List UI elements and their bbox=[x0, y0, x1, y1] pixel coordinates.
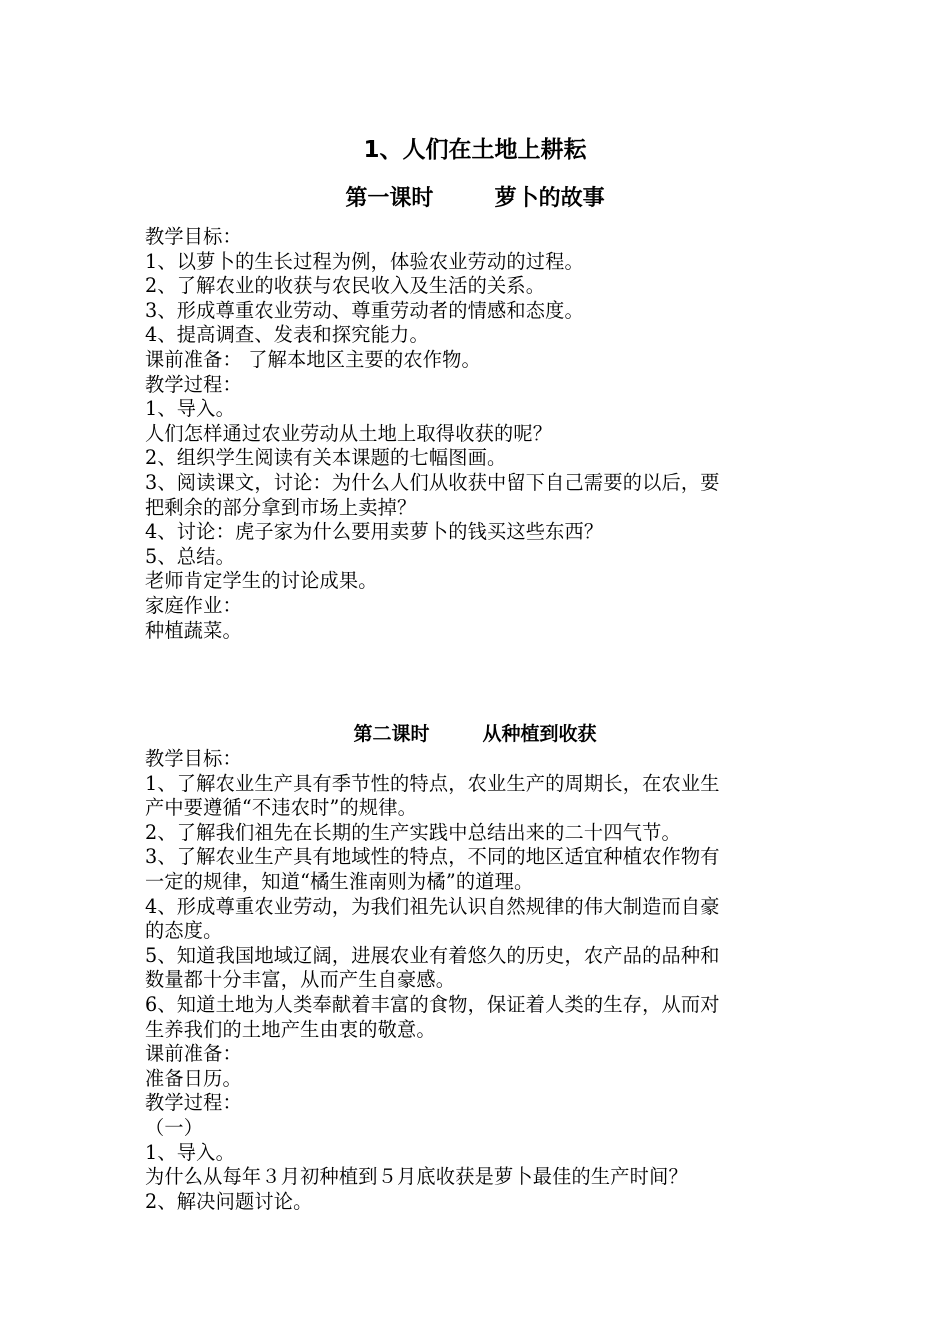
text-line: 把剩余的部分拿到市场上卖掉？ bbox=[145, 495, 417, 519]
text-line: （一） bbox=[145, 1115, 204, 1139]
text-line: 2、解决问题讨论。 bbox=[145, 1189, 313, 1213]
text-line: 为什么从每年３月初种植到５月底收获是萝卜最佳的生产时间？ bbox=[145, 1165, 688, 1189]
text-line: 2、了解农业的收获与农民收入及生活的关系。 bbox=[145, 274, 546, 298]
text-line: 3、形成尊重农业劳动、尊重劳动者的情感和态度。 bbox=[145, 298, 584, 322]
text-line: 4、形成尊重农业劳动，为我们祖先认识自然规律的伟大制造而自豪 bbox=[145, 894, 720, 918]
text-line: 课前准备： bbox=[145, 1042, 242, 1066]
text-line: 教学目标： bbox=[145, 747, 242, 770]
text-line: 的态度。 bbox=[145, 919, 223, 943]
text-line: 1、导入。 bbox=[145, 1140, 235, 1164]
document-title: 1、人们在土地上耕耘 bbox=[363, 137, 587, 163]
text-line: 家庭作业： bbox=[145, 593, 242, 617]
text-line: 5、总结。 bbox=[145, 544, 235, 568]
lesson-1-body bbox=[145, 225, 810, 643]
text-line: 人们怎样通过农业劳动从土地上取得收获的呢？ bbox=[145, 421, 553, 445]
text-line: 6、知道土地为人类奉献着丰富的食物，保证着人类的生存，从而对 bbox=[145, 992, 720, 1016]
text-line: 老师肯定学生的讨论成果。 bbox=[145, 569, 378, 593]
text-line: 准备日历。 bbox=[145, 1066, 242, 1090]
text-line: 课前准备： 了解本地区主要的农作物。 bbox=[145, 347, 481, 371]
lesson-2-body bbox=[145, 747, 810, 1214]
text-line: 5、知道我国地域辽阔，进展农业有着悠久的历史，农产品的品种和 bbox=[145, 943, 720, 967]
text-line: 产中要遵循“不违农时”的规律。 bbox=[145, 796, 418, 820]
text-line: 一定的规律，知道“橘生淮南则为橘”的道理。 bbox=[145, 869, 534, 893]
text-line: 4、提高调查、发表和探究能力。 bbox=[145, 323, 429, 347]
lesson-2-heading: 第二课时 从种植到收获 bbox=[353, 723, 597, 745]
text-line: 教学过程： bbox=[145, 372, 242, 396]
text-line: 4、讨论：虎子家为什么要用卖萝卜的钱买这些东西？ bbox=[145, 520, 604, 544]
text-line: 2、了解我们祖先在长期的生产实践中总结出来的二十四气节。 bbox=[145, 820, 681, 844]
text-line: 3、了解农业生产具有地域性的特点，不同的地区适宜种植农作物有 bbox=[145, 845, 720, 869]
text-line: 生养我们的土地产生由衷的敬意。 bbox=[145, 1017, 436, 1041]
text-line: 1、了解农业生产具有季节性的特点，农业生产的周期长，在农业生 bbox=[145, 771, 720, 795]
text-line: 教学目标： bbox=[145, 225, 242, 248]
text-line: 3、阅读课文，讨论：为什么人们从收获中留下自己需要的以后，要 bbox=[145, 470, 720, 494]
lesson-1-heading: 第一课时 萝卜的故事 bbox=[345, 186, 605, 211]
text-line: 1、导入。 bbox=[145, 397, 235, 421]
text-line: 种植蔬菜。 bbox=[145, 618, 242, 642]
text-line: 教学过程： bbox=[145, 1091, 242, 1115]
text-line: 1、以萝卜的生长过程为例，体验农业劳动的过程。 bbox=[145, 249, 584, 273]
text-line: 2、组织学生阅读有关本课题的七幅图画。 bbox=[145, 446, 507, 470]
text-line: 数量都十分丰富，从而产生自豪感。 bbox=[145, 968, 456, 992]
